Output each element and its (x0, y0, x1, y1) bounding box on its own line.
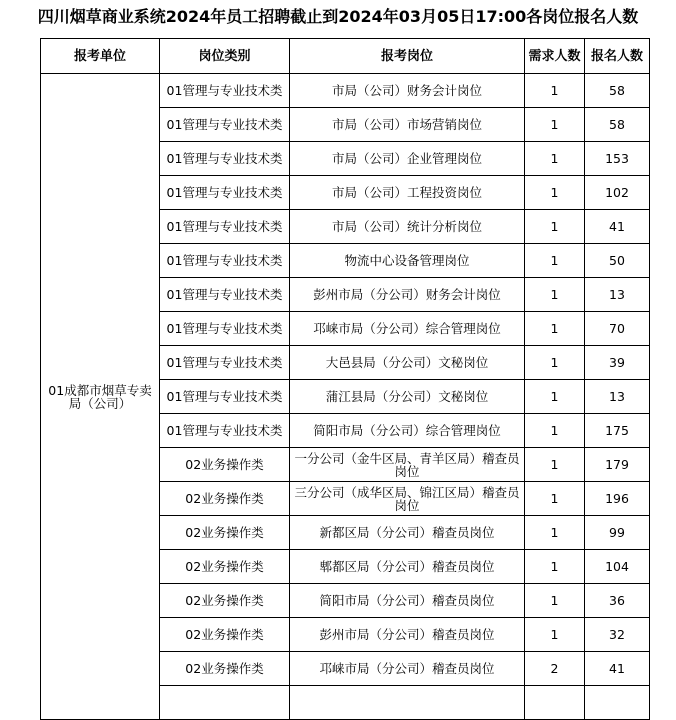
position-cell: 物流中心设备管理岗位 (290, 244, 525, 278)
category-cell: 02业务操作类 (160, 652, 290, 686)
need-cell: 1 (525, 482, 585, 516)
page-title: 四川烟草商业系统2024年员工招聘截止到2024年03月05日17:00各岗位报名人数 (37, 7, 639, 26)
applicants-cell (585, 686, 650, 720)
category-cell: 02业务操作类 (160, 550, 290, 584)
position-cell: 市局（公司）工程投资岗位 (290, 176, 525, 210)
position-cell: 邛崃市局（分公司）综合管理岗位 (290, 312, 525, 346)
category-cell: 01管理与专业技术类 (160, 380, 290, 414)
applicants-cell: 179 (585, 448, 650, 482)
header-need: 需求人数 (525, 39, 585, 74)
position-cell: 市局（公司）统计分析岗位 (290, 210, 525, 244)
category-cell: 01管理与专业技术类 (160, 346, 290, 380)
applicants-cell: 99 (585, 516, 650, 550)
applicants-cell: 104 (585, 550, 650, 584)
position-cell: 彭州市局（分公司）财务会计岗位 (290, 278, 525, 312)
category-cell: 01管理与专业技术类 (160, 312, 290, 346)
category-cell: 02业务操作类 (160, 482, 290, 516)
unit-label: 01成都市烟草专卖局（公司） (48, 382, 152, 411)
category-cell: 02业务操作类 (160, 618, 290, 652)
category-cell: 01管理与专业技术类 (160, 210, 290, 244)
position-cell: 简阳市局（分公司）稽查员岗位 (290, 584, 525, 618)
position-cell: 市局（公司）财务会计岗位 (290, 74, 525, 108)
header-row (41, 39, 650, 74)
applicants-cell: 32 (585, 618, 650, 652)
applicants-cell: 36 (585, 584, 650, 618)
category-cell: 01管理与专业技术类 (160, 74, 290, 108)
position-cell: 大邑县局（分公司）文秘岗位 (290, 346, 525, 380)
need-cell: 1 (525, 550, 585, 584)
need-cell: 1 (525, 448, 585, 482)
need-cell: 1 (525, 108, 585, 142)
category-cell (160, 686, 290, 720)
applicants-cell: 153 (585, 142, 650, 176)
position-cell: 一分公司（金牛区局、青羊区局）稽查员岗位 (290, 448, 525, 482)
category-cell: 01管理与专业技术类 (160, 176, 290, 210)
header-applicants: 报名人数 (585, 39, 650, 74)
header-unit: 报考单位 (41, 39, 160, 74)
category-cell: 01管理与专业技术类 (160, 278, 290, 312)
applicants-cell: 102 (585, 176, 650, 210)
header-position: 报考岗位 (290, 39, 525, 74)
need-cell: 1 (525, 346, 585, 380)
header-category: 岗位类别 (160, 39, 290, 74)
need-cell: 1 (525, 380, 585, 414)
category-cell: 02业务操作类 (160, 516, 290, 550)
category-cell: 01管理与专业技术类 (160, 108, 290, 142)
category-cell: 02业务操作类 (160, 448, 290, 482)
position-cell: 市局（公司）企业管理岗位 (290, 142, 525, 176)
applicants-cell: 13 (585, 380, 650, 414)
unit-cell (41, 74, 160, 720)
need-cell: 1 (525, 244, 585, 278)
need-cell: 1 (525, 312, 585, 346)
registration-table (40, 38, 650, 720)
applicants-cell: 58 (585, 74, 650, 108)
need-cell (525, 686, 585, 720)
position-cell: 市局（公司）市场营销岗位 (290, 108, 525, 142)
applicants-cell: 50 (585, 244, 650, 278)
position-cell: 邛崃市局（分公司）稽查员岗位 (290, 652, 525, 686)
need-cell: 1 (525, 584, 585, 618)
applicants-cell: 175 (585, 414, 650, 448)
applicants-cell: 39 (585, 346, 650, 380)
position-cell: 简阳市局（分公司）综合管理岗位 (290, 414, 525, 448)
position-cell: 新都区局（分公司）稽查员岗位 (290, 516, 525, 550)
need-cell: 1 (525, 618, 585, 652)
position-cell: 彭州市局（分公司）稽查员岗位 (290, 618, 525, 652)
need-cell: 1 (525, 516, 585, 550)
table-row (41, 74, 650, 108)
applicants-cell: 70 (585, 312, 650, 346)
category-cell: 01管理与专业技术类 (160, 142, 290, 176)
need-cell: 1 (525, 210, 585, 244)
position-cell (290, 686, 525, 720)
need-cell: 1 (525, 414, 585, 448)
need-cell: 1 (525, 278, 585, 312)
applicants-cell: 13 (585, 278, 650, 312)
position-cell: 三分公司（成华区局、锦江区局）稽查员岗位 (290, 482, 525, 516)
position-cell: 蒲江县局（分公司）文秘岗位 (290, 380, 525, 414)
category-cell: 02业务操作类 (160, 584, 290, 618)
category-cell: 01管理与专业技术类 (160, 244, 290, 278)
need-cell: 1 (525, 142, 585, 176)
applicants-cell: 41 (585, 652, 650, 686)
need-cell: 1 (525, 74, 585, 108)
applicants-cell: 41 (585, 210, 650, 244)
applicants-cell: 196 (585, 482, 650, 516)
need-cell: 2 (525, 652, 585, 686)
applicants-cell: 58 (585, 108, 650, 142)
category-cell: 01管理与专业技术类 (160, 414, 290, 448)
position-cell: 郫都区局（分公司）稽查员岗位 (290, 550, 525, 584)
need-cell: 1 (525, 176, 585, 210)
